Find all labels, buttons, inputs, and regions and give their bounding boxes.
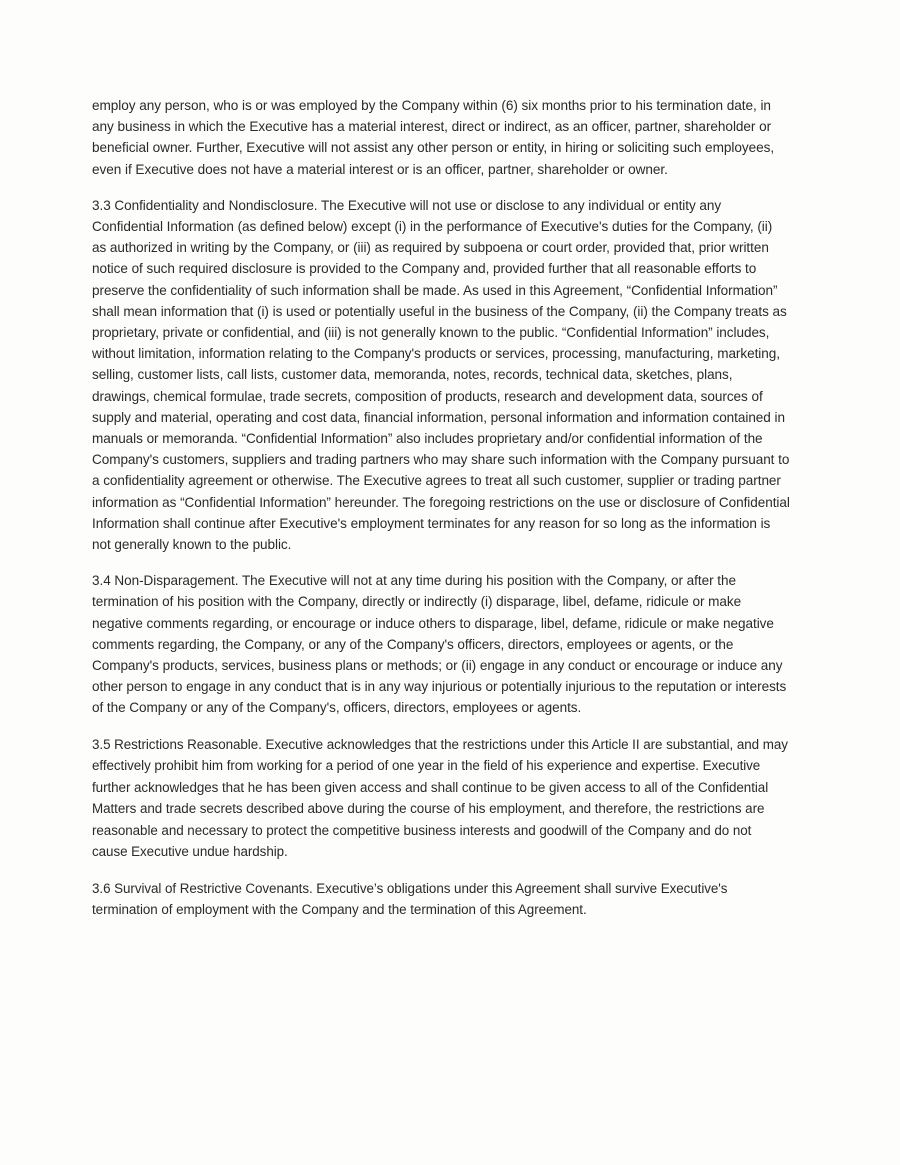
paragraph-3-3-confidentiality: 3.3 Confidentiality and Nondisclosure. The Executive will not use or disclose to any individual or entity any Confidential Information (as defined below) except (i) in the performance of Executive's duties for the Company, (ii) as authorized in writing by the Company, or (iii) as required by subpoena or court order, provided that, prior written notice of such required disclosure is provided to the Company and, provided further that all reasonable efforts to preserve the confidentiality of such information shall be made. As used in this Agreement, “Confidential Information” shall mean information that (i) is used or potentially useful in the business of the Company, (ii) the Company treats as proprietary, private or confidential, and (iii) is not generally known to the public. “Confidential Information” includes, without limitation, information relating to the Company's products or services, processing, manufacturing, marketing, selling, customer lists, call lists, customer data, memoranda, notes, records, technical data, sketches, plans, drawings, chemical formulae, trade secrets, composition of products, research and development data, sources of supply and material, operating and cost data, financial information, personal information and information contained in manuals or memoranda. “Confidential Information” also includes proprietary and/or confidential information of the Company's customers, suppliers and trading partners who may share such information with the Company pursuant to a confidentiality agreement or otherwise. The Executive agrees to treat all such customer, supplier or trading partner information as “Confidential Information” hereunder. The foregoing restrictions on the use or disclosure of Confidential Information shall continue after Executive's employment terminates for any reason for so long as the information is not generally known to the public. [92, 197, 790, 553]
paragraph-3-4-non-disparagement: 3.4 Non-Disparagement. The Executive will not at any time during his position with the Company, or after the termination of his position with the Company, directly or indirectly (i) disparage, libel, defame, ridicule or make negative comments regarding, or encourage or induce others to disparage, libel, defame, ridicule or make negative comments regarding, the Company, or any of the Company's officers, directors, employees or agents, or the Company's products, services, business plans or methods; or (ii) engage in any conduct or encourage or induce any other person to engage in any conduct that is in any way injurious or potentially injurious to the reputation or interests of the Company or any of the Company's, officers, directors, employees or agents. [92, 573, 787, 716]
paragraph-3-6-survival: 3.6 Survival of Restrictive Covenants. Executive’s obligations under this Agreement shall survive Executive's termination of employment with the Company and the termination of this Agreement. [92, 880, 728, 917]
paragraph-3-5-restrictions-reasonable: 3.5 Restrictions Reasonable. Executive acknowledges that the restrictions under this Article II are substantial, and may effectively prohibit him from working for a period of one year in the field of his experience and expertise. Executive further acknowledges that he has been given access and shall continue to be given access to all of the Confidential Matters and trade secrets described above during the course of his employment, and therefore, the restrictions are reasonable and necessary to protect the competitive business interests and goodwill of the Company and do not cause Executive undue hardship. [92, 736, 788, 860]
paragraph-non-solicitation-continued: employ any person, who is or was employed by the Company within (6) six months prior to his termination date, in any business in which the Executive has a material interest, direct or indirect, as an officer, partner, shareholder or beneficial owner. Further, Executive will not assist any other person or entity, in hiring or soliciting such employees, even if Executive does not have a material interest or is an officer, partner, shareholder or owner. [92, 98, 775, 177]
